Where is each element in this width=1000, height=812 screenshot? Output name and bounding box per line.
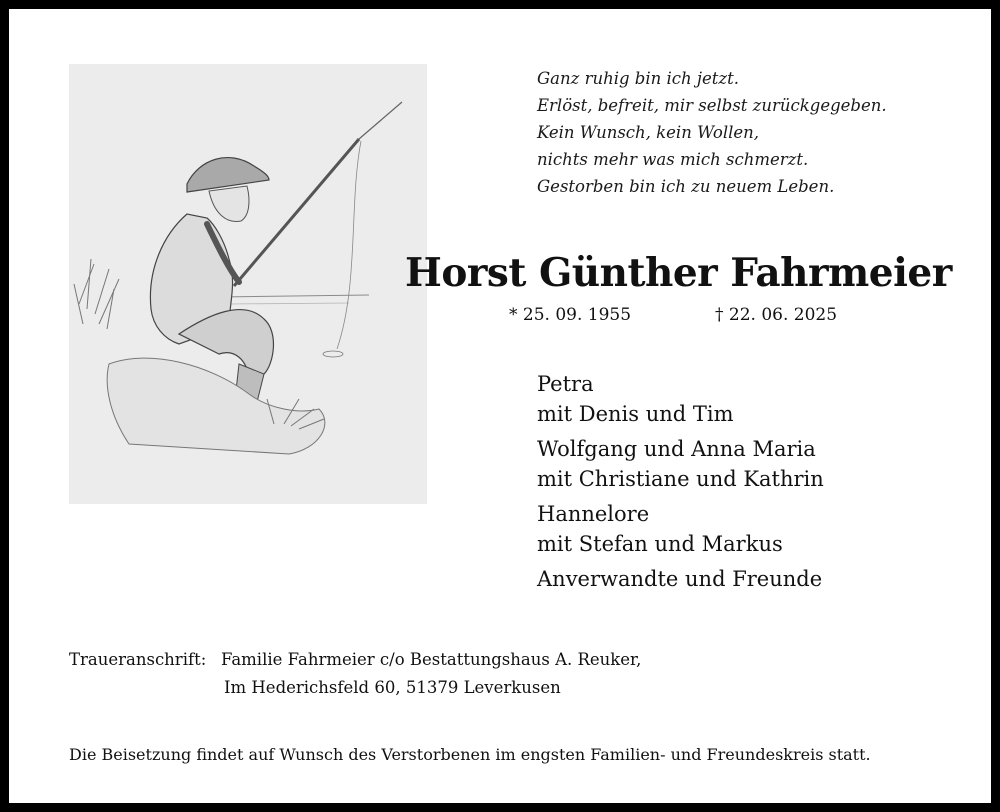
address-label: Traueranschrift: [69, 650, 207, 669]
mourner-main: Wolfgang und Anna Maria [537, 437, 816, 461]
address-line-2: Im Hederichsfeld 60, 51379 Leverkusen [224, 678, 561, 697]
mourners-list [537, 369, 824, 599]
poem-line: nichts mehr was mich schmerzt. [537, 150, 809, 169]
poem-line: Erlöst, befreit, mir selbst zurückgegeben. [537, 96, 887, 115]
poem [537, 65, 887, 200]
mourner-group [537, 434, 824, 494]
poem-line: Kein Wunsch, kein Wollen, [537, 123, 760, 142]
mourner-main: Anverwandte und Freunde [537, 567, 823, 591]
death-date: † 22. 06. 2025 [715, 305, 838, 325]
poem-line: Ganz ruhig bin ich jetzt. [537, 69, 739, 88]
mourner-sub: mit Stefan und Markus [537, 532, 783, 556]
fisherman-sketch-icon [69, 64, 427, 504]
address-line-1: Familie Fahrmeier c/o Bestattungshaus A. Reuker, [221, 650, 642, 669]
mourner-sub: mit Christiane und Kathrin [537, 467, 824, 491]
poem-line: Gestorben bin ich zu neuem Leben. [537, 177, 835, 196]
mourner-group [537, 499, 824, 559]
mourning-address [69, 646, 641, 702]
mourner-sub: mit Denis und Tim [537, 402, 734, 426]
deceased-name: Horst Günther Fahrmeier [405, 250, 952, 296]
mourner-group [537, 369, 824, 429]
mourner-main: Petra [537, 372, 594, 396]
mourner-main: Hannelore [537, 502, 650, 526]
burial-notice: Die Beisetzung findet auf Wunsch des Verstorbenen im engsten Familien- und Freundeskreis statt. [69, 745, 871, 764]
birth-date: * 25. 09. 1955 [509, 305, 632, 325]
mourner-group [537, 564, 824, 594]
